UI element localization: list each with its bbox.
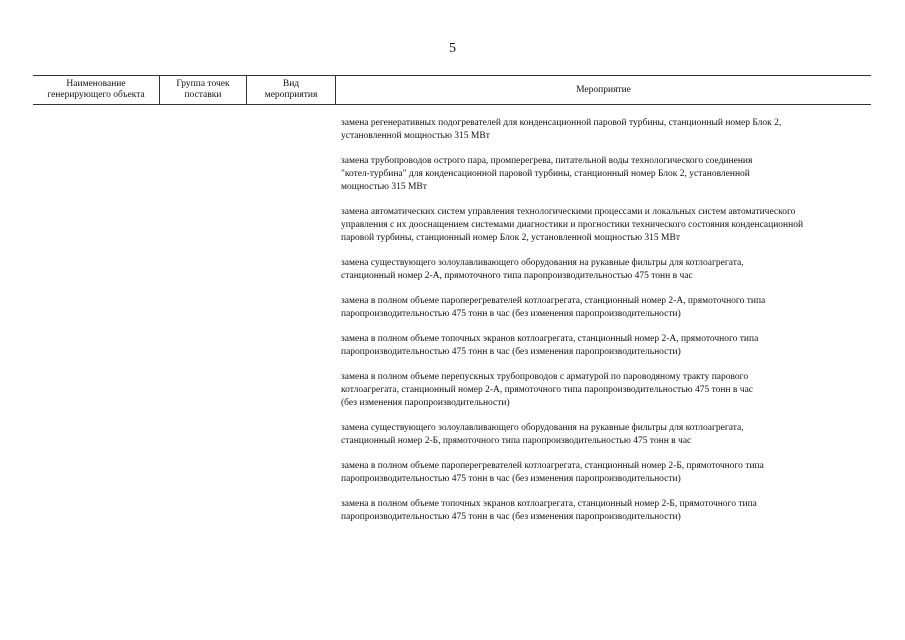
measure-item: замена существующего золоулавливающего оборудования на рукавные фильтры для котлоагрегата, станционный номер 2-А, прямоточного типа паропроизводительностью 475 тонн в час	[341, 258, 744, 281]
measure-item: замена регенеративных подогревателей для конденсационной паровой турбины, станционный номер Блок 2, установленной мощностью 315 МВт	[341, 118, 782, 141]
page-number: 5	[449, 41, 456, 56]
measure-item: замена в полном объеме пароперегревателей котлоагрегата, станционный номер 2-Б, прямоточного типа паропроизводительностью 475 тонн в час (без изменения паропроизводительности)	[341, 461, 764, 484]
measure-item: замена существующего золоулавливающего оборудования на рукавные фильтры для котлоагрегата, станционный номер 2-Б, прямоточного типа паропроизводительностью 475 тонн в час	[341, 423, 744, 446]
header-generating-object: Наименование генерирующего объекта	[33, 76, 160, 104]
header-measure: Мероприятие	[576, 84, 631, 95]
header-measure-type: Вид мероприятия	[247, 76, 336, 104]
header-delivery-point-group: Группа точек поставки	[160, 76, 247, 104]
measure-item: замена в полном объеме перепускных трубопроводов с арматурой по пароводяному тракту парового котлоагрегата, станционный номер 2-А, прямоточного типа паропроизводительностью 475 тонн в час (без изменения паропроизводительности)	[341, 372, 754, 408]
measures-list	[341, 117, 871, 536]
measure-item: замена в полном объеме топочных экранов котлоагрегата, станционный номер 2-А, прямоточного типа паропроизводительностью 475 тонн в час (без изменения паропроизводительности)	[341, 334, 759, 357]
table-header	[33, 75, 871, 105]
measure-item: замена автоматических систем управления технологическими процессами и локальных систем автоматического управления с их дооснащением системами диагностики и прогностики технического состояния конденсационной паровой турбины, станционный номер Блок 2, установленной мощностью 315 МВт	[341, 207, 804, 243]
measure-item: замена трубопроводов острого пара, промперегрева, питательной воды технологического соединения "котел-турбина" для конденсационной паровой турбины, станционный номер Блок 2, установленной мощностью 315 МВт	[341, 156, 753, 192]
measure-item: замена в полном объеме топочных экранов котлоагрегата, станционный номер 2-Б, прямоточного типа паропроизводительностью 475 тонн в час (без изменения паропроизводительности)	[341, 499, 757, 522]
measure-item: замена в полном объеме пароперегревателей котлоагрегата, станционный номер 2-А, прямоточного типа паропроизводительностью 475 тонн в час (без изменения паропроизводительности)	[341, 296, 766, 319]
